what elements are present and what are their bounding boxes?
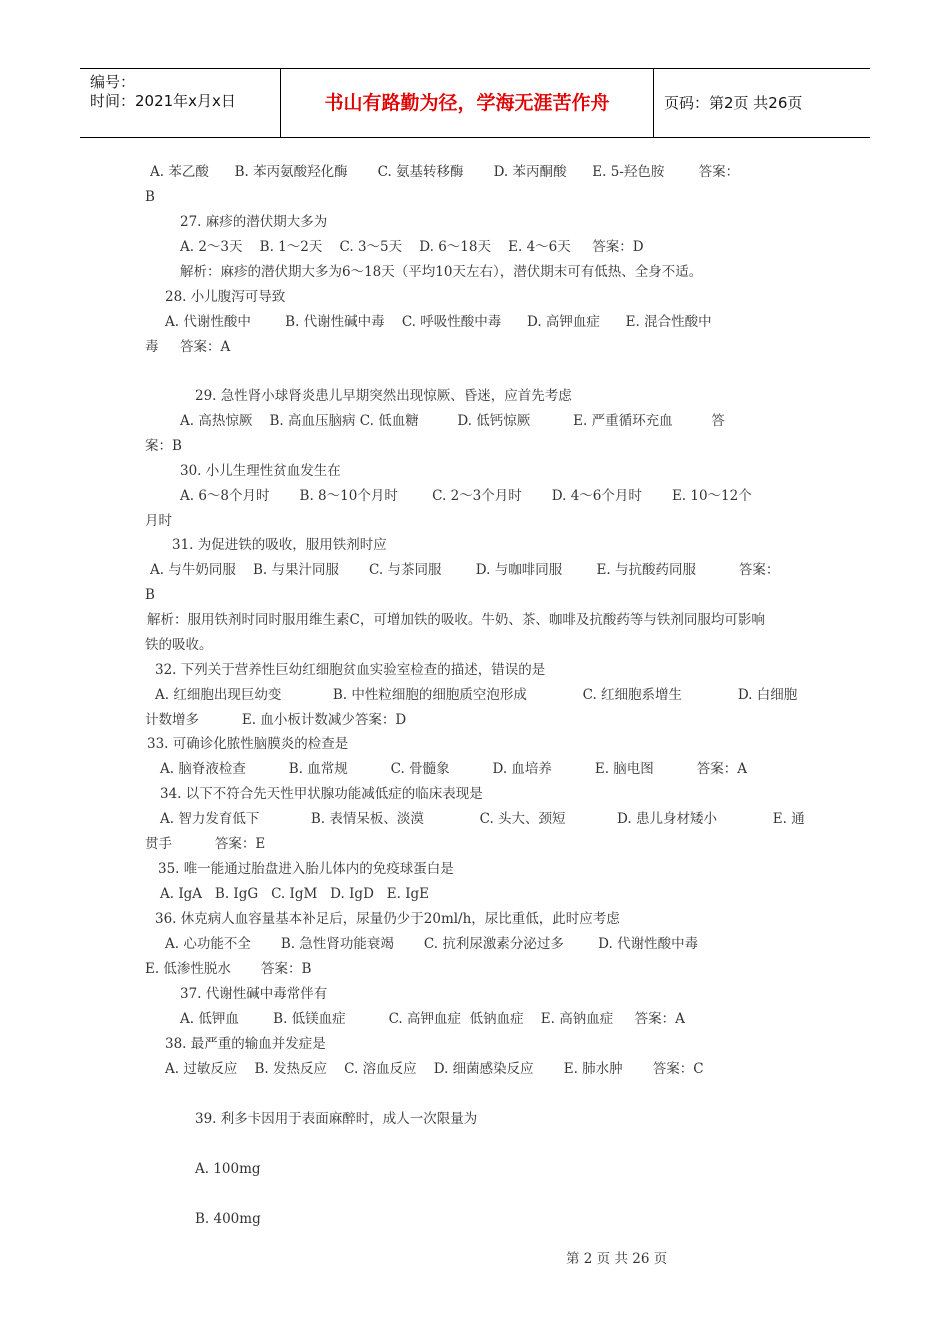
text-line: A. 脑脊液检查 B. 血常规 C. 骨髓象 D. 血培养 E. 脑电图 答案：A — [160, 761, 747, 777]
question-title: 33. 可确诊化脓性脑膜炎的检查是 — [147, 736, 349, 752]
text-line: A. 2～3天 B. 1～2天 C. 3～5天 D. 6～18天 E. 4～6天 答案：D — [180, 239, 644, 255]
text-line: 计数增多 E. 血小板计数减少答案：D — [145, 712, 407, 728]
text-line: A. 低钾血 B. 低镁血症 C. 高钾血症 低钠血症 E. 高钠血症 答案：A — [180, 1011, 685, 1027]
question-title: 28. 小儿腹泻可导致 — [165, 289, 286, 305]
text-line: 贯手 答案：E — [145, 836, 266, 852]
time-label: 时间：2021年x月x日 — [90, 92, 236, 110]
text-line: A. 代谢性酸中 B. 代谢性碱中毒 C. 呼吸性酸中毒 D. 高钾血症 E. 混合性酸中 — [165, 314, 712, 330]
text-line: A. 过敏反应 B. 发热反应 C. 溶血反应 D. 细菌感染反应 E. 肺水肿 答案：C — [165, 1061, 704, 1077]
explanation-line: 解析：服用铁剂时同时服用维生素C，可增加铁的吸收。牛奶、茶、咖啡及抗酸药等与铁剂同服均可影响 — [147, 612, 765, 628]
text-line: E. 低渗性脱水 答案：B — [145, 961, 312, 977]
text-line: A. 与牛奶同服 B. 与果汁同服 C. 与茶同服 D. 与咖啡同服 E. 与抗酸药同服 答案： — [150, 562, 780, 578]
page-number-label: 页码：第2页 共26页 — [664, 94, 803, 112]
text-line: 毒 答案：A — [145, 339, 231, 355]
text-line: B. 400mg — [195, 1211, 261, 1227]
text-line: B — [145, 189, 155, 205]
question-title: 38. 最严重的输血并发症是 — [165, 1036, 326, 1052]
explanation-line: 解析：麻疹的潜伏期大多为6～18天（平均10天左右），潜伏期末可有低热、全身不适。 — [180, 264, 703, 280]
text-line: B — [145, 587, 155, 603]
text-line: 案：B — [145, 438, 182, 454]
header-motto-cell — [281, 69, 654, 137]
text-line: 月时 — [145, 513, 172, 529]
question-title: 37. 代谢性碱中毒常伴有 — [180, 986, 328, 1002]
question-title: 35. 唯一能通过胎盘进入胎儿体内的免疫球蛋白是 — [158, 861, 454, 877]
question-title: 32. 下列关于营养性巨幼红细胞贫血实验室检查的描述，错误的是 — [155, 662, 546, 678]
explanation-line: 铁的吸收。 — [145, 637, 213, 653]
question-title: 29. 急性肾小球肾炎患儿早期突然出现惊厥、昏迷，应首先考虑 — [195, 388, 572, 404]
text-line: A. IgA B. IgG C. IgM D. IgD E. IgE — [160, 886, 430, 902]
question-title: 31. 为促进铁的吸收，服用铁剂时应 — [172, 537, 387, 553]
page-footer: 第 2 页 共 26 页 — [566, 1251, 668, 1267]
text-line: A. 6～8个月时 B. 8～10个月时 C. 2～3个月时 D. 4～6个月时 E. 10～12个 — [180, 488, 752, 504]
text-line: A. 红细胞出现巨幼变 B. 中性粒细胞的细胞质空泡形成 C. 红细胞系增生 D. 白细胞 — [155, 687, 798, 703]
question-title: 27. 麻疹的潜伏期大多为 — [180, 214, 328, 230]
text-line: A. 心功能不全 B. 急性肾功能衰竭 C. 抗利尿激素分泌过多 D. 代谢性酸中毒 — [165, 936, 699, 952]
question-title: 39. 利多卡因用于表面麻醉时，成人一次限量为 — [195, 1111, 478, 1127]
header-page-cell — [654, 69, 870, 137]
motto: 书山有路勤为径，学海无涯苦作舟 — [324, 92, 610, 114]
header-info-cell — [80, 69, 281, 137]
question-title: 34. 以下不符合先天性甲状腺功能减低症的临床表现是 — [160, 786, 483, 802]
text-line: A. 苯乙酸 B. 苯丙氨酸羟化酶 C. 氨基转移酶 D. 苯丙酮酸 E. 5-羟色胺 答案： — [150, 164, 740, 180]
text-line: A. 智力发育低下 B. 表情呆板、淡漠 C. 头大、颈短 D. 患儿身材矮小 E. 通 — [160, 811, 805, 827]
text-line: A. 100mg — [195, 1161, 261, 1177]
question-title: 30. 小儿生理性贫血发生在 — [180, 463, 341, 479]
question-title: 36. 休克病人血容量基本补足后，尿量仍少于20ml/h，尿比重低，此时应考虑 — [155, 911, 620, 927]
text-line: A. 高热惊厥 B. 高血压脑病 C. 低血糖 D. 低钙惊厥 E. 严重循环充血 答 — [180, 413, 725, 429]
number-label: 编号： — [90, 73, 136, 91]
page-header — [80, 68, 870, 138]
